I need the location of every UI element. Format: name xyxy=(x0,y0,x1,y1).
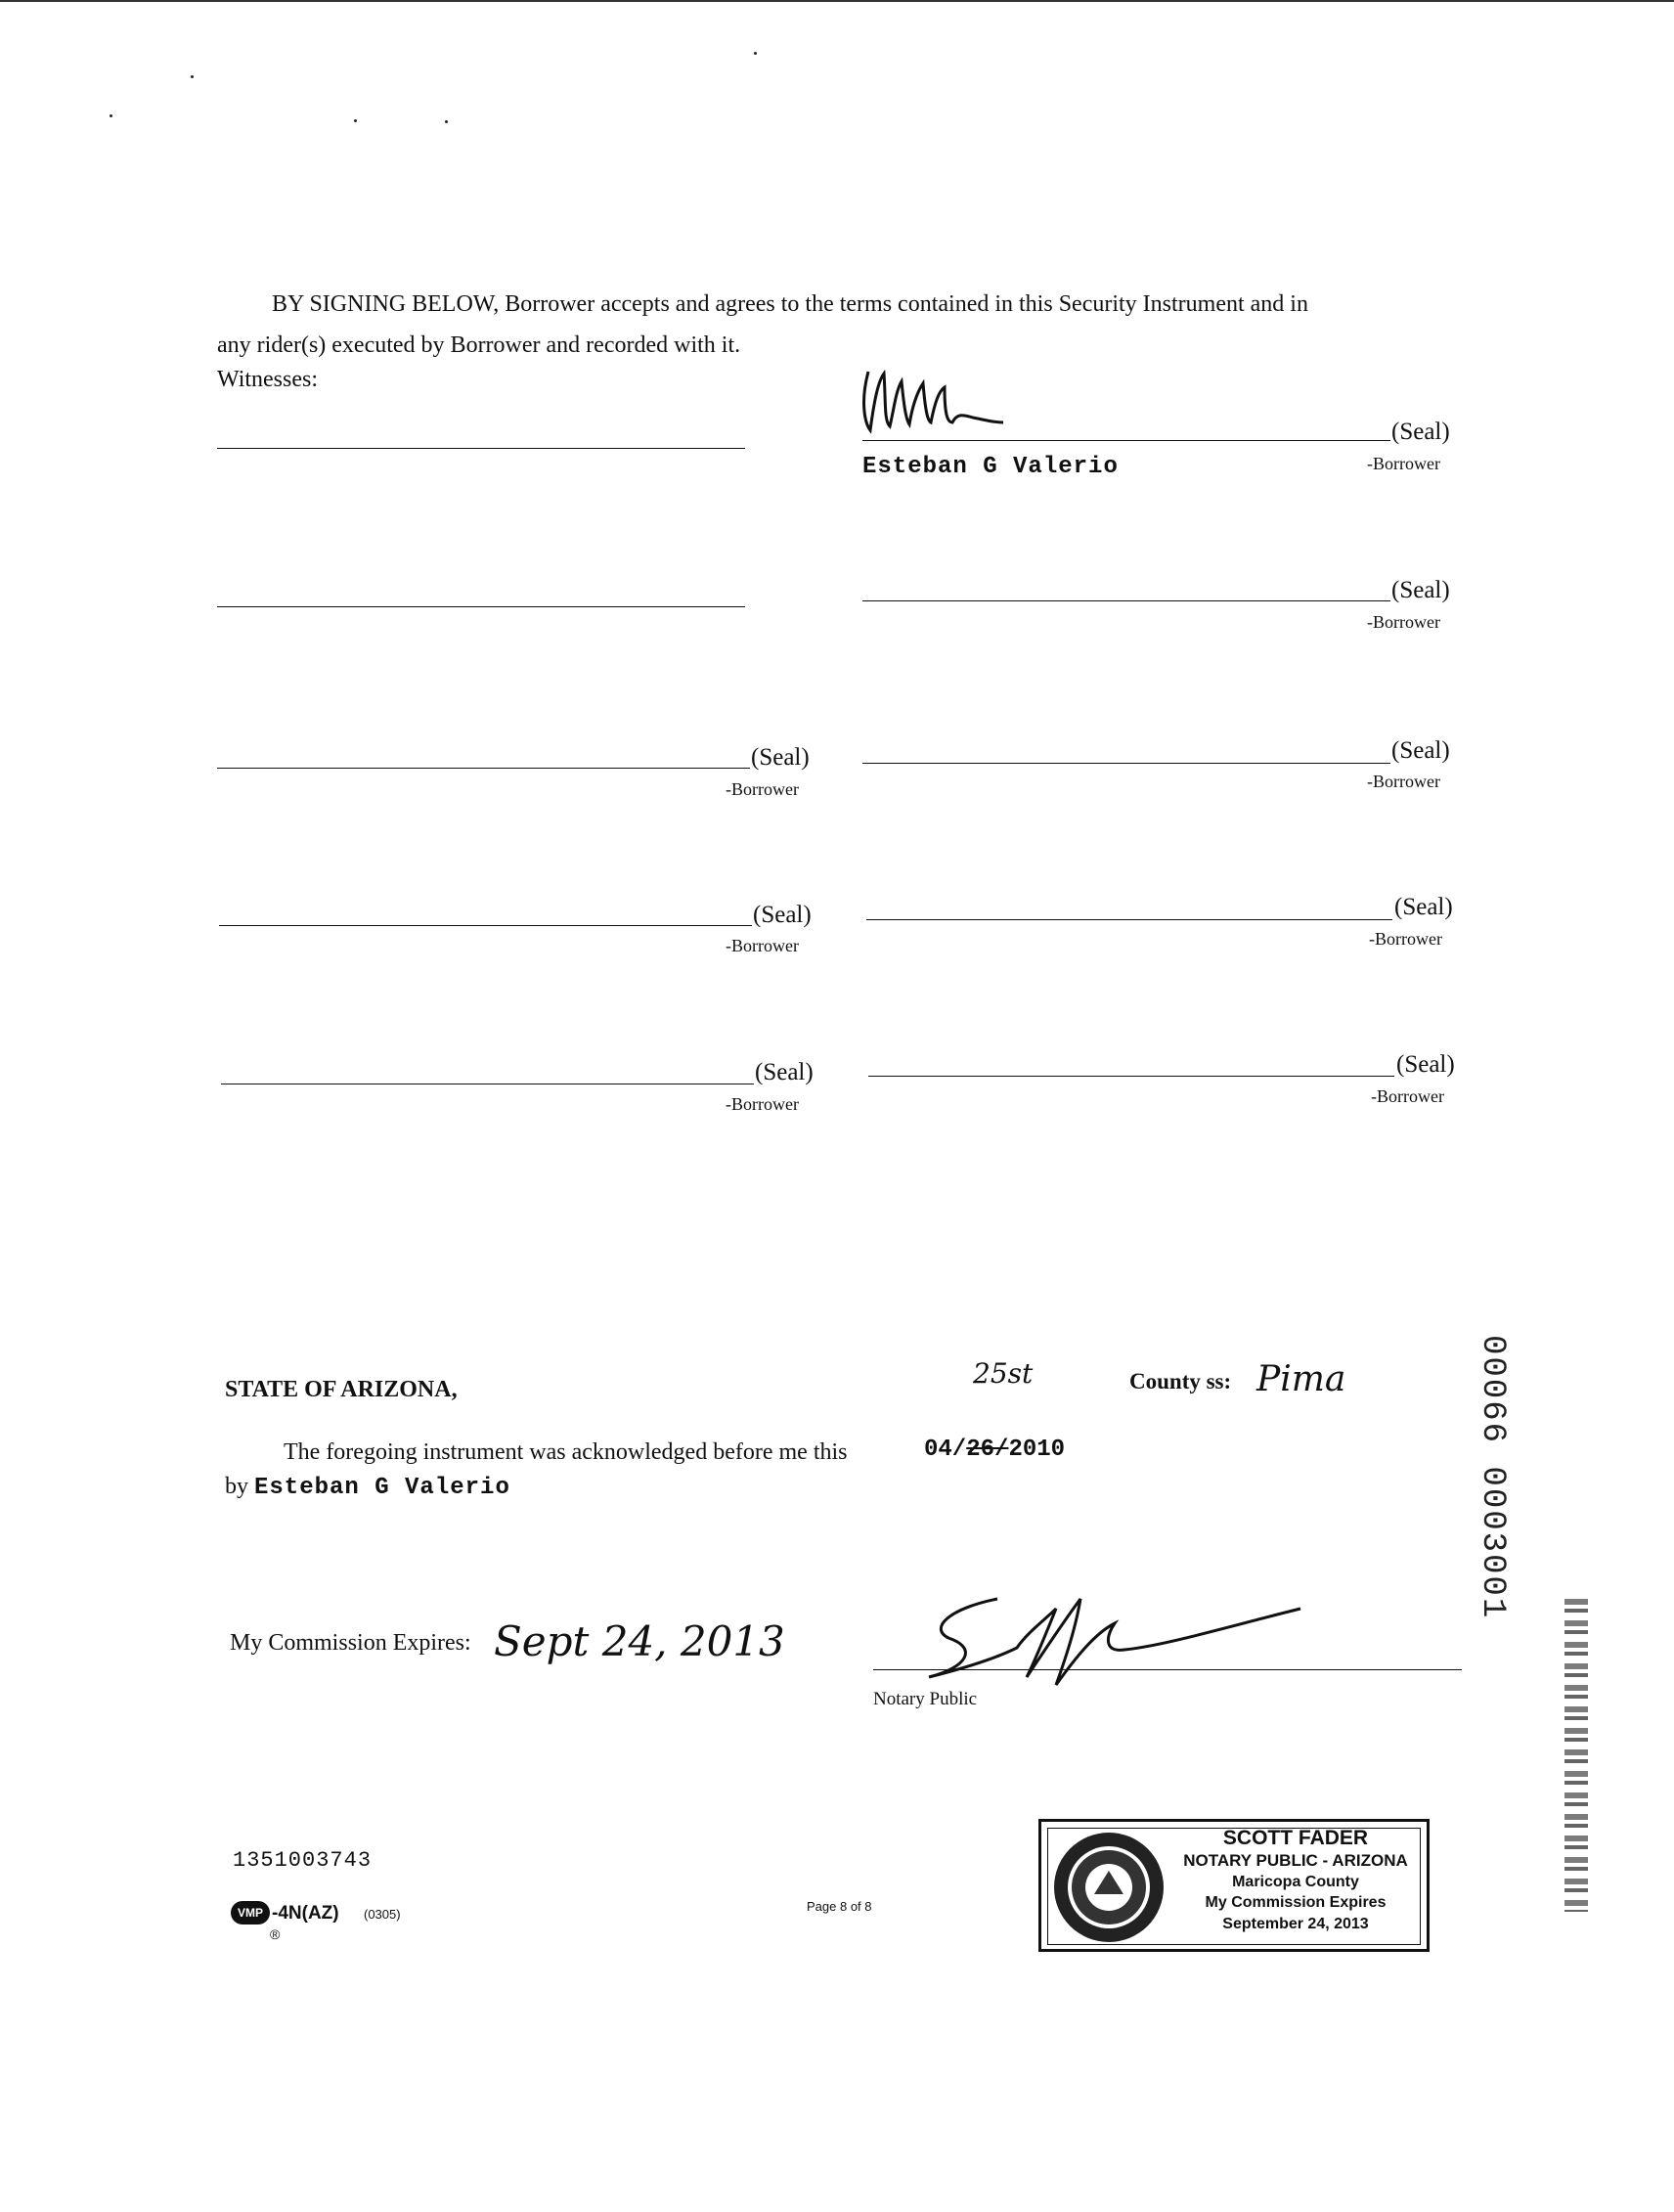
stamp-name: SCOTT FADER xyxy=(1222,1827,1369,1849)
borrower-label: -Borrower xyxy=(1369,929,1442,949)
borrower-label: -Borrower xyxy=(726,779,799,799)
notary-label: Notary Public xyxy=(873,1689,978,1709)
vmp-logo: VMP xyxy=(231,1901,270,1924)
stamp-commission: My Commission Expires xyxy=(1205,1894,1387,1911)
seal-label: (Seal) xyxy=(755,1059,814,1085)
day-handwritten: 25st xyxy=(973,1357,1034,1390)
by-line xyxy=(225,1474,510,1501)
acknowledgment-sentence: The foregoing instrument was acknowledged before me this xyxy=(284,1439,848,1465)
borrower-line-3-left xyxy=(217,768,750,769)
county-handwritten: Pima xyxy=(1256,1359,1346,1399)
borrower-label: -Borrower xyxy=(726,1094,799,1114)
seal-label: (Seal) xyxy=(1394,894,1453,920)
borrower-line-5-right xyxy=(868,1076,1394,1077)
witnesses-label: Witnesses: xyxy=(217,367,319,392)
scan-speck xyxy=(191,75,194,78)
registered-mark: ® xyxy=(270,1926,281,1942)
form-rev: (0305) xyxy=(364,1907,401,1922)
state-heading: STATE OF ARIZONA, xyxy=(225,1377,458,1402)
state-seal-icon xyxy=(1051,1830,1167,1945)
seal-label: (Seal) xyxy=(1391,577,1450,603)
borrower-label: -Borrower xyxy=(726,936,799,955)
scan-speck xyxy=(754,52,757,55)
borrower-line-1 xyxy=(862,440,1390,441)
acknowledgment-date xyxy=(924,1437,1065,1463)
borrower-line-2 xyxy=(862,600,1390,601)
loan-number: 1351003743 xyxy=(233,1848,373,1873)
scan-speck xyxy=(354,119,357,122)
seal-label: (Seal) xyxy=(1391,419,1450,445)
borrower-line-4-left xyxy=(219,925,752,926)
borrower-line-4-right xyxy=(866,919,1392,920)
county-label: County ss: xyxy=(1129,1369,1232,1394)
page-number: Page 8 of 8 xyxy=(807,1899,872,1914)
borrower-name: Esteban G Valerio xyxy=(862,454,1119,480)
intro-line-2: any rider(s) executed by Borrower and recorded with it. xyxy=(217,332,741,358)
intro-line-1: BY SIGNING BELOW, Borrower accepts and agrees to the terms contained in this Security Instrument and in xyxy=(272,291,1308,317)
date-struck: 26/ xyxy=(966,1437,1009,1463)
page-top-edge xyxy=(0,0,1674,2)
borrower-label: -Borrower xyxy=(1371,1086,1444,1106)
by-name: Esteban G Valerio xyxy=(254,1475,510,1501)
borrower-signature xyxy=(851,362,1017,440)
stamp-title: NOTARY PUBLIC - ARIZONA xyxy=(1183,1851,1408,1870)
witness-line-2 xyxy=(217,606,745,607)
borrower-label: -Borrower xyxy=(1367,612,1440,632)
borrower-label: -Borrower xyxy=(1367,772,1440,791)
notary-line xyxy=(873,1669,1462,1670)
seal-label: (Seal) xyxy=(1391,737,1450,764)
seal-label: (Seal) xyxy=(751,744,810,771)
stamp-county: Maricopa County xyxy=(1232,1874,1359,1890)
scan-speck xyxy=(110,114,112,117)
stamp-date: September 24, 2013 xyxy=(1222,1916,1369,1932)
side-recording-stamp: 00066 0003001 xyxy=(1474,1335,1511,1620)
witness-line-1 xyxy=(217,448,745,449)
borrower-label: -Borrower xyxy=(1367,454,1440,473)
seal-label: (Seal) xyxy=(753,902,812,928)
commission-label: My Commission Expires: xyxy=(230,1630,471,1656)
notary-signature xyxy=(909,1579,1320,1692)
form-code: -4N(AZ) xyxy=(272,1903,339,1924)
date-prefix: 04/ xyxy=(924,1437,967,1463)
date-suffix: 2010 xyxy=(1008,1437,1066,1463)
side-barcode-mark xyxy=(1564,1599,1588,1912)
borrower-line-3-right xyxy=(862,763,1390,764)
by-label: by xyxy=(225,1474,248,1499)
commission-handwritten: Sept 24, 2013 xyxy=(494,1617,785,1665)
notary-stamp xyxy=(1038,1819,1430,1952)
seal-label: (Seal) xyxy=(1396,1051,1455,1078)
scan-speck xyxy=(445,120,448,123)
